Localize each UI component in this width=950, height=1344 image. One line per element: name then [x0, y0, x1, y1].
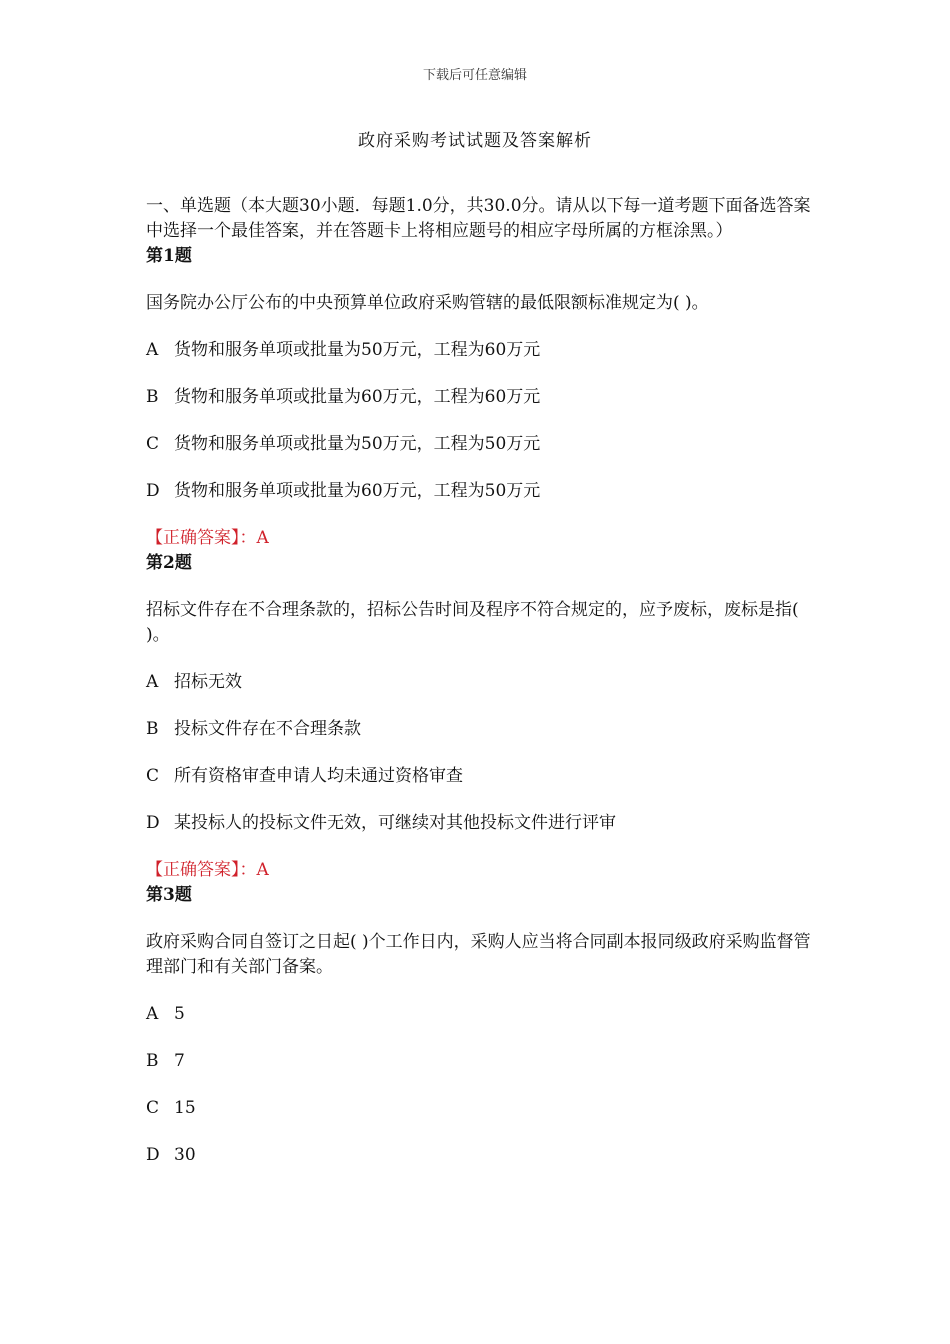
option-letter: D	[146, 813, 160, 833]
option-text: 7	[174, 1051, 185, 1071]
option-a	[146, 1002, 814, 1027]
question-heading: 第3题	[146, 885, 192, 905]
question-block	[146, 551, 814, 883]
option-letter: B	[146, 719, 159, 739]
option-b	[146, 717, 814, 742]
option-text: 30	[174, 1145, 196, 1165]
header-note: 下载后可任意编辑	[422, 68, 527, 83]
option-text: 某投标人的投标文件无效，可继续对其他投标文件进行评审	[174, 813, 616, 833]
option-b	[146, 1049, 814, 1074]
question-heading: 第2题	[146, 553, 192, 573]
option-text: 招标无效	[174, 672, 242, 692]
option-a	[146, 338, 814, 363]
question-block	[146, 883, 814, 1168]
correct-answer	[146, 858, 814, 883]
option-letter: C	[146, 766, 160, 786]
option-letter: A	[146, 672, 159, 692]
document-body	[146, 194, 814, 1168]
option-text: 投标文件存在不合理条款	[174, 719, 361, 739]
option-text: 货物和服务单项或批量为50万元，工程为50万元	[174, 434, 541, 454]
answer-label: 【正确答案】	[146, 860, 240, 880]
option-text: 货物和服务单项或批量为60万元，工程为60万元	[174, 387, 541, 407]
option-text: 货物和服务单项或批量为50万元，工程为60万元	[174, 340, 541, 360]
option-letter: A	[146, 1004, 159, 1024]
option-letter: D	[146, 1145, 160, 1165]
question-stem: 招标文件存在不合理条款的，招标公告时间及程序不符合规定的，应予废标，废标是指( )。	[146, 600, 799, 645]
answer-separator: ：	[239, 528, 257, 548]
option-letter: C	[146, 1098, 160, 1118]
option-a	[146, 670, 814, 695]
answer-separator: ：	[239, 860, 257, 880]
option-text: 货物和服务单项或批量为60万元，工程为50万元	[174, 481, 541, 501]
option-letter: C	[146, 434, 160, 454]
document-title: 政府采购考试试题及答案解析	[358, 131, 592, 151]
option-d	[146, 479, 814, 504]
option-letter: D	[146, 481, 160, 501]
option-text: 15	[174, 1098, 196, 1118]
option-c	[146, 432, 814, 457]
question-stem: 政府采购合同自签订之日起( )个工作日内，采购人应当将合同副本报同级政府采购监督管理部门和有关部门备案。	[146, 932, 811, 977]
option-d	[146, 811, 814, 836]
question-block	[146, 244, 814, 551]
option-text: 所有资格审查申请人均未通过资格审查	[174, 766, 463, 786]
option-c	[146, 1096, 814, 1121]
option-letter: B	[146, 1051, 159, 1071]
answer-value: A	[256, 860, 269, 880]
answer-value: A	[256, 528, 269, 548]
option-letter: A	[146, 340, 159, 360]
section-intro: 一、单选题（本大题30小题．每题1.0分，共30.0分。请从以下每一道考题下面备选答案中选择一个最佳答案，并在答题卡上将相应题号的相应字母所属的方框涂黑。）	[146, 196, 811, 241]
option-d	[146, 1143, 814, 1168]
answer-label: 【正确答案】	[146, 528, 240, 548]
option-text: 5	[174, 1004, 185, 1024]
question-stem: 国务院办公厅公布的中央预算单位政府采购管辖的最低限额标准规定为( )。	[146, 293, 709, 313]
correct-answer	[146, 526, 814, 551]
option-c	[146, 764, 814, 789]
option-letter: B	[146, 387, 159, 407]
question-heading: 第1题	[146, 246, 192, 266]
option-b	[146, 385, 814, 410]
